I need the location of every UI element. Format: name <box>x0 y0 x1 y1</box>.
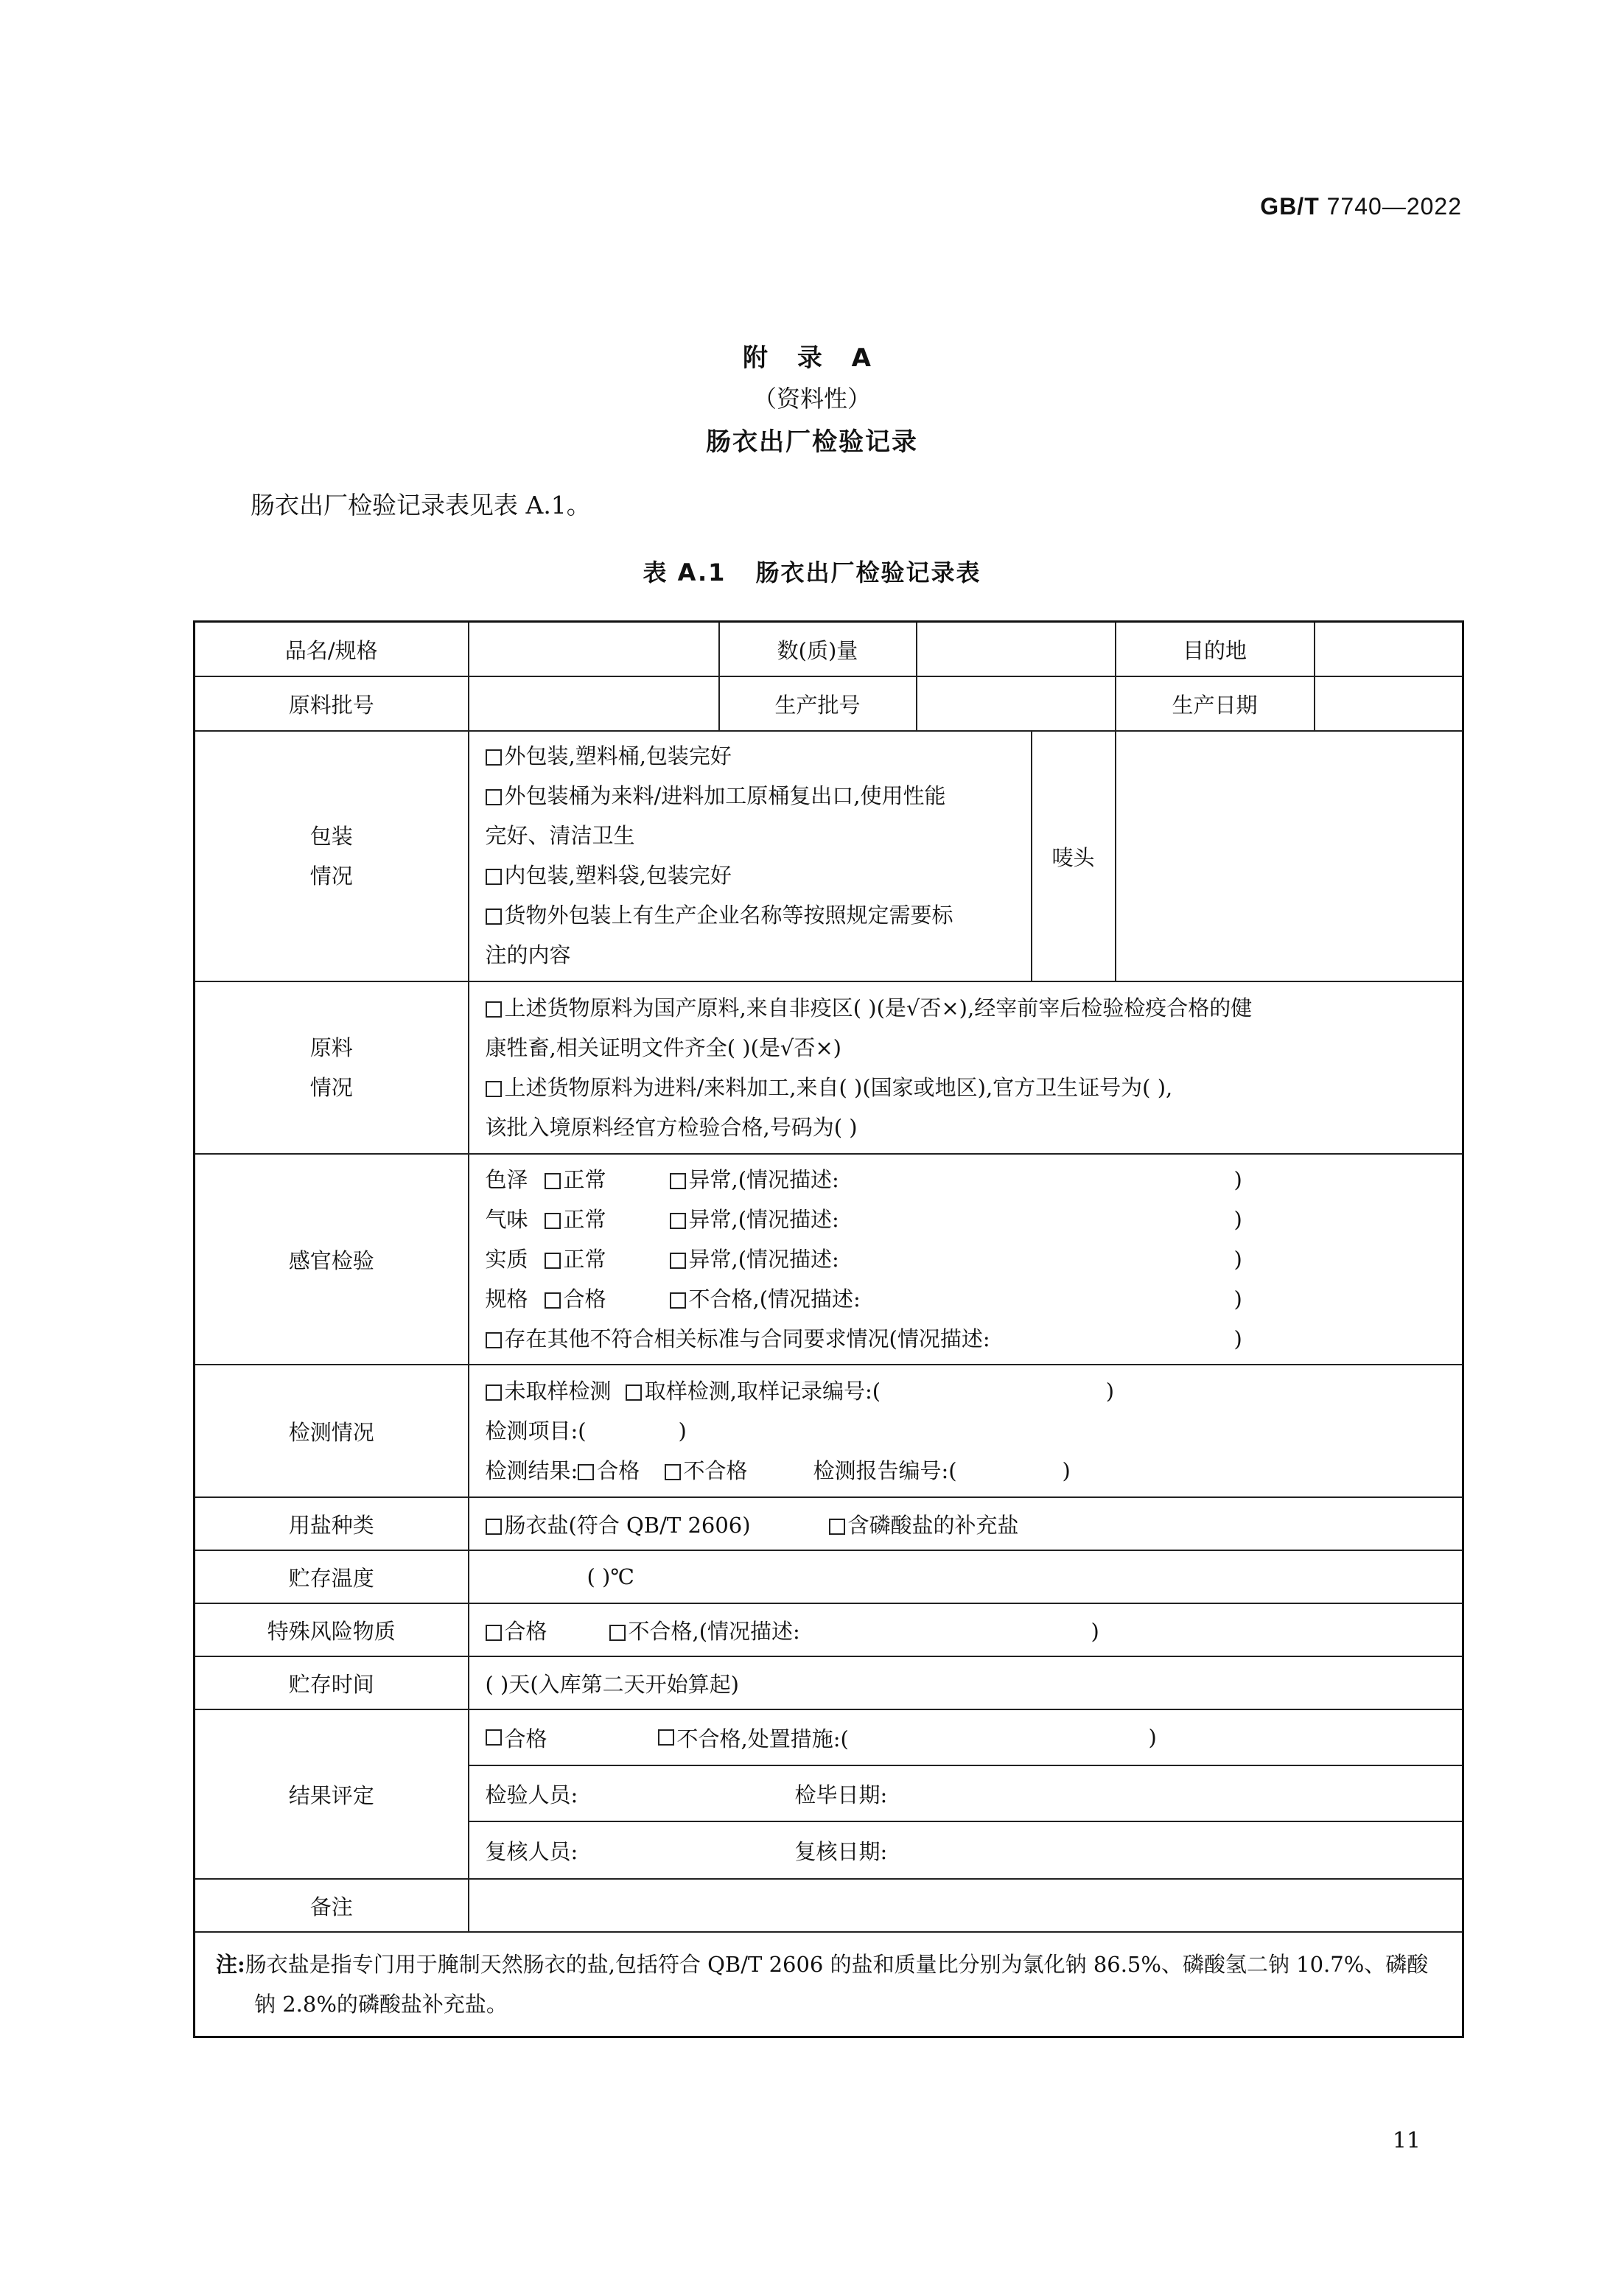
storage-temp-label: 贮存温度 <box>195 1550 469 1603</box>
table-row <box>195 1656 1463 1709</box>
result-cell <box>469 1709 1463 1879</box>
checkbox[interactable] <box>665 1464 681 1480</box>
destination-label: 目的地 <box>1116 623 1315 676</box>
checkbox[interactable] <box>545 1253 561 1269</box>
table-row <box>195 1154 1463 1365</box>
material-option-imported-cont: 该批入境原料经官方检验合格,号码为( ) <box>485 1115 858 1140</box>
product-spec-value[interactable] <box>469 622 719 677</box>
sensory-options <box>469 1154 1463 1365</box>
production-date-cell <box>1116 676 1463 731</box>
checkbox[interactable] <box>670 1253 686 1269</box>
table-row <box>195 1550 1463 1603</box>
packaging-label <box>195 731 469 981</box>
production-date-label: 生产日期 <box>1116 677 1315 730</box>
checkbox[interactable] <box>545 1292 561 1309</box>
table-row <box>195 1932 1463 2037</box>
checkbox[interactable] <box>486 789 502 805</box>
remarks-value[interactable] <box>469 1879 1463 1932</box>
testing-sampling-row: 未取样检测 取样检测,取样记录编号:( ) <box>486 1371 1446 1411</box>
appendix-type: （资料性） <box>752 385 871 413</box>
packaging-label-line2: 情况 <box>309 864 353 889</box>
table-row <box>195 981 1463 1154</box>
result-label: 结果评定 <box>195 1709 469 1879</box>
checkbox[interactable] <box>658 1729 674 1746</box>
table-row <box>195 1879 1463 1932</box>
packaging-option-reexport-cont: 完好、清洁卫生 <box>485 823 635 848</box>
page-number: 11 <box>1392 2128 1421 2154</box>
checkbox[interactable] <box>486 1081 502 1097</box>
standard-number: 7740—2022 <box>1326 193 1462 220</box>
checkbox[interactable] <box>609 1625 626 1641</box>
checkbox[interactable] <box>486 869 502 885</box>
material-option-imported[interactable]: 上述货物原料为进料/来料加工,来自( )(国家或地区),官方卫生证号为( ), <box>486 1068 1446 1107</box>
packaging-option-labeling-cont: 注的内容 <box>485 942 571 967</box>
checkbox[interactable] <box>486 909 502 925</box>
production-batch-label: 生产批号 <box>719 676 917 731</box>
table-row <box>195 622 1463 677</box>
checkbox[interactable] <box>545 1173 561 1189</box>
sensory-row-color: 色泽 正常 异常,(情况描述: ) <box>485 1167 1242 1192</box>
packaging-option-outer-bucket[interactable]: 外包装,塑料桶,包装完好 <box>486 736 1015 776</box>
production-batch-value[interactable] <box>917 676 1116 731</box>
result-decision-row: 合格 不合格,处置措施:( ) <box>469 1710 1463 1766</box>
sensory-row-spec: 规格 合格 不合格,(情况描述: ) <box>485 1286 1242 1312</box>
production-date-value[interactable] <box>1315 677 1463 730</box>
table-number: 表 A.1 <box>643 559 727 587</box>
packaging-options-cell <box>469 731 1116 981</box>
checkbox[interactable] <box>670 1213 686 1229</box>
appendix-name: 肠衣出厂检验记录 <box>706 427 918 457</box>
material-option-domestic[interactable]: 上述货物原料为国产原料,来自非疫区( )(是√否×),经宰前宰后检验检疫合格的健 <box>486 988 1446 1028</box>
checkbox[interactable] <box>829 1519 845 1535</box>
special-risk-label: 特殊风险物质 <box>195 1603 469 1656</box>
shipping-mark-label: 唛头 <box>1051 844 1095 870</box>
table-row <box>195 1497 1463 1550</box>
storage-temp-value[interactable]: ( )℃ <box>469 1550 1463 1603</box>
packaging-option-inner-bag[interactable]: 内包装,塑料袋,包装完好 <box>486 855 1015 895</box>
material-label <box>195 981 469 1154</box>
table-row <box>195 1365 1463 1497</box>
checkbox[interactable] <box>486 1729 502 1746</box>
material-options <box>469 981 1463 1154</box>
salt-options: 肠衣盐(符合 QB/T 2606) 含磷酸盐的补充盐 <box>469 1497 1463 1550</box>
destination-value[interactable] <box>1315 623 1463 676</box>
sensory-label: 感官检验 <box>195 1154 469 1365</box>
packaging-label-line1: 包装 <box>309 824 353 849</box>
product-spec-label: 品名/规格 <box>195 622 469 677</box>
table-row <box>195 1709 1463 1879</box>
checkbox[interactable] <box>486 1332 502 1348</box>
quantity-label: 数(质)量 <box>719 622 917 677</box>
table-note <box>195 1932 1463 2037</box>
checkbox[interactable] <box>486 1625 502 1641</box>
checkbox[interactable] <box>486 749 502 766</box>
testing-label: 检测情况 <box>195 1365 469 1497</box>
shipping-mark-value[interactable] <box>1116 731 1463 981</box>
checkbox[interactable] <box>626 1384 642 1401</box>
testing-options <box>469 1365 1463 1497</box>
sensory-row-odor: 气味 正常 异常,(情况描述: ) <box>485 1207 1242 1232</box>
material-option-domestic-cont: 康牲畜,相关证明文件齐全( )(是√否×) <box>485 1035 841 1060</box>
material-label-line1: 原料 <box>309 1035 353 1060</box>
sensory-row-substance: 实质 正常 异常,(情况描述: ) <box>485 1247 1242 1272</box>
packaging-option-reexport[interactable]: 外包装桶为来料/进料加工原桶复出口,使用性能 <box>486 776 1015 816</box>
checkbox[interactable] <box>545 1213 561 1229</box>
note-text: 肠衣盐是指专门用于腌制天然肠衣的盐,包括符合 QB/T 2606 的盐和质量比分别为氯化钠 86.5%、磷酸氢二钠 10.7%、磷酸钠 2.8%的磷酸盐补充盐。 <box>245 1952 1429 2017</box>
intro-paragraph: 肠衣出厂检验记录表见表 A.1。 <box>251 491 591 519</box>
quantity-value[interactable] <box>917 622 1116 677</box>
material-batch-value[interactable] <box>469 676 719 731</box>
inspection-record-grid <box>193 620 1464 2038</box>
checkbox[interactable] <box>486 1001 502 1018</box>
table-title: 肠衣出厂检验记录表 <box>755 559 981 587</box>
destination-cell <box>1116 622 1463 677</box>
checkbox[interactable] <box>670 1173 686 1189</box>
packaging-options <box>469 732 1032 981</box>
result-inspector-row: 检验人员: 检毕日期: <box>469 1766 1463 1822</box>
appendix-title: 附 录 A <box>743 343 881 373</box>
material-batch-label: 原料批号 <box>195 676 469 731</box>
checkbox[interactable] <box>486 1384 502 1401</box>
storage-time-value[interactable]: ( )天(入库第二天开始算起) <box>469 1656 1463 1709</box>
special-risk-options: 合格 不合格,(情况描述: ) <box>469 1603 1463 1656</box>
testing-items-row: 检测项目:( ) <box>485 1418 687 1443</box>
standard-prefix: GB/T <box>1260 193 1320 220</box>
checkbox[interactable] <box>486 1519 502 1535</box>
checkbox[interactable] <box>578 1464 594 1480</box>
table-caption <box>0 554 1624 588</box>
table-row <box>195 676 1463 731</box>
salt-label: 用盐种类 <box>195 1497 469 1550</box>
remarks-label: 备注 <box>195 1879 469 1932</box>
checkbox[interactable] <box>670 1292 686 1309</box>
sensory-row-other: 存在其他不符合相关标准与合同要求情况(情况描述: ) <box>486 1319 1446 1359</box>
material-label-line2: 情况 <box>309 1075 353 1100</box>
table-row <box>195 1603 1463 1656</box>
storage-time-label: 贮存时间 <box>195 1656 469 1709</box>
testing-result-row: 检测结果: 合格 不合格 检测报告编号:( ) <box>485 1458 1071 1483</box>
note-prefix: 注: <box>216 1952 245 1977</box>
table-row <box>195 731 1463 981</box>
standard-code <box>1260 193 1462 220</box>
packaging-option-labeling[interactable]: 货物外包装上有生产企业名称等按照规定需要标 <box>486 895 1015 935</box>
result-reviewer-row: 复核人员: 复核日期: <box>485 1838 888 1864</box>
